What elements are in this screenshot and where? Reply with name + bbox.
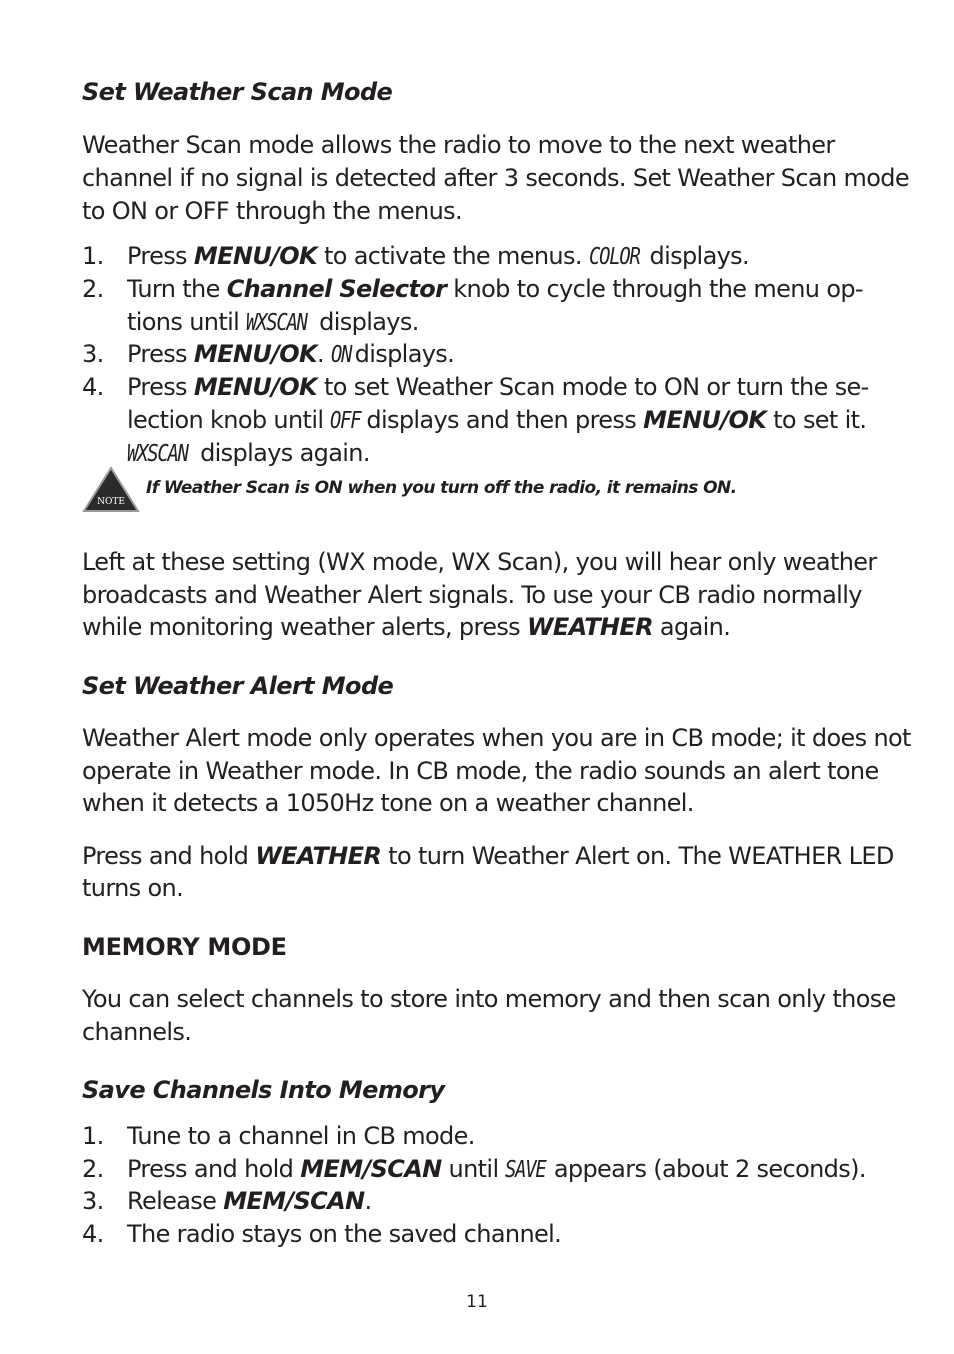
paragraph-line: Weather Alert mode only operates when you are in CB mode; it does not [82, 724, 911, 752]
list-number: 2. [82, 275, 104, 303]
section-heading-weather-scan: Set Weather Scan Mode [82, 78, 393, 106]
lcd-display-text: OFF [330, 408, 361, 434]
list-text: Tune to a channel in CB mode. [127, 1122, 475, 1150]
list-text: Turn the Channel Selector knob to cycle through the menu op- [127, 275, 863, 303]
list-number: 4. [82, 1220, 104, 1248]
paragraph-line: while monitoring weather alerts, press WEATHER again. [82, 613, 731, 641]
paragraph-line: operate in Weather mode. In CB mode, the radio sounds an alert tone [82, 757, 879, 785]
paragraph-line: Weather Scan mode allows the radio to move to the next weather [82, 131, 835, 159]
list-number: 3. [82, 1187, 104, 1215]
lcd-display-text: ON [330, 342, 352, 368]
section-heading-weather-alert: Set Weather Alert Mode [82, 672, 394, 700]
paragraph-line: channel if no signal is detected after 3 seconds. Set Weather Scan mode [82, 164, 909, 192]
paragraph-line: Press and hold WEATHER to turn Weather Alert on. The WEATHER LED [82, 842, 894, 870]
paragraph-line: broadcasts and Weather Alert signals. To use your CB radio normally [82, 581, 862, 609]
paragraph-line: to ON or OFF through the menus. [82, 197, 462, 225]
note-warning-icon [82, 466, 140, 513]
list-text: tions until WXSCAN displays. [127, 306, 419, 340]
list-text: WXSCAN displays again. [127, 437, 370, 471]
lcd-display-text: COLOR [588, 244, 640, 270]
lcd-display-text: WXSCAN [127, 441, 188, 467]
lcd-display-text: WXSCAN [246, 310, 307, 336]
list-number: 4. [82, 373, 104, 401]
paragraph-line: turns on. [82, 874, 184, 902]
paragraph-line: You can select channels to store into memory and then scan only those [82, 985, 896, 1013]
list-text: Press MENU/OK. ON displays. [127, 338, 454, 372]
paragraph-line: Left at these setting (WX mode, WX Scan), you will hear only weather [82, 548, 877, 576]
list-text: Press MENU/OK to activate the menus. COLOR displays. [127, 240, 749, 274]
section-heading-save-channels: Save Channels Into Memory [82, 1076, 445, 1104]
list-text: Press and hold MEM/SCAN until SAVE appears (about 2 seconds). [127, 1153, 866, 1187]
page-number: 11 [466, 1292, 488, 1312]
list-text: lection knob until OFF displays and then press MENU/OK to set it. [127, 404, 866, 438]
paragraph-line: channels. [82, 1018, 192, 1046]
list-number: 1. [82, 1122, 104, 1150]
note-text: If Weather Scan is ON when you turn off the radio, it remains ON. [146, 478, 737, 498]
svg-text:NOTE: NOTE [97, 497, 125, 507]
list-number: 1. [82, 242, 104, 270]
lcd-display-text: SAVE [505, 1157, 546, 1183]
list-number: 3. [82, 340, 104, 368]
list-text: Press MENU/OK to set Weather Scan mode to ON or turn the se- [127, 373, 869, 401]
list-text: The radio stays on the saved channel. [127, 1220, 562, 1248]
list-text: Release MEM/SCAN. [127, 1187, 372, 1215]
section-heading-memory-mode: MEMORY MODE [82, 933, 287, 961]
list-number: 2. [82, 1155, 104, 1183]
paragraph-line: when it detects a 1050Hz tone on a weather channel. [82, 789, 694, 817]
